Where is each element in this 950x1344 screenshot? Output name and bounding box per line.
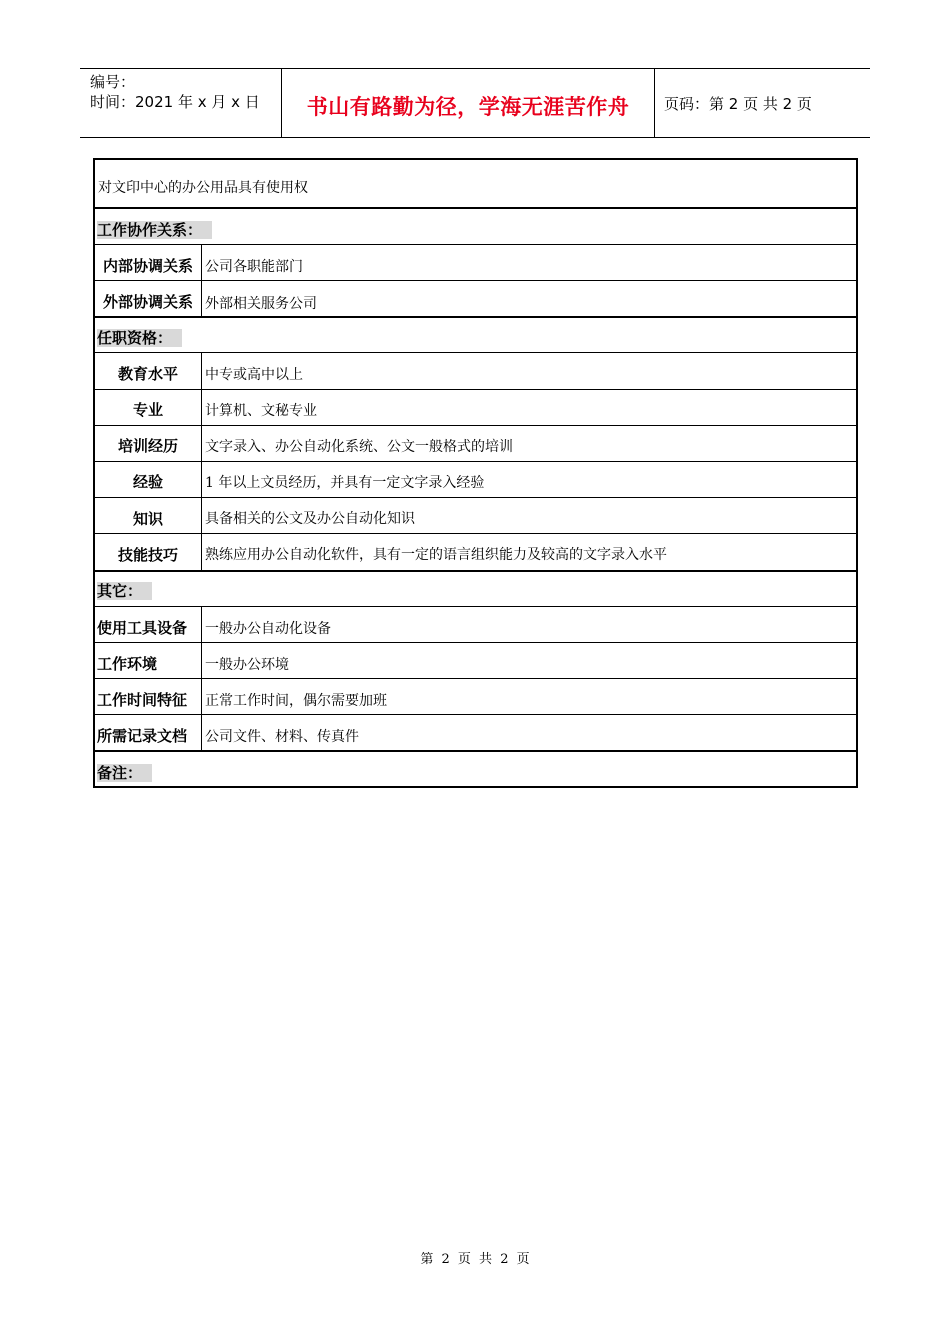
- section-title-qualification: 任职资格：: [97, 327, 182, 348]
- label-knowledge: 知识: [132, 510, 163, 528]
- row-divider: [95, 606, 856, 607]
- label-training: 培训经历: [117, 437, 178, 455]
- value-work-time: 正常工作时间，偶尔需要加班: [205, 693, 387, 709]
- value-environment: 一般办公环境: [205, 657, 289, 673]
- row-divider: [95, 642, 856, 643]
- header-meta: [90, 72, 260, 112]
- label-work-time: 工作时间特征: [97, 691, 188, 709]
- row-divider: [95, 316, 856, 318]
- section-title-other: 其它：: [97, 580, 152, 601]
- label-external-coordination: 外部协调关系: [102, 293, 193, 311]
- section-title-remarks: 备注：: [97, 762, 152, 783]
- row-divider: [95, 750, 856, 752]
- value-education: 中专或高中以上: [205, 367, 303, 383]
- time-label: 时间：2021 年 x 月 x 日: [90, 93, 260, 111]
- header-divider: [654, 69, 655, 137]
- label-environment: 工作环境: [97, 655, 158, 673]
- value-training: 文字录入、办公自动化系统、公文一般格式的培训: [205, 439, 513, 455]
- header-page-info: 页码：第 2 页 共 2 页: [664, 95, 812, 113]
- value-tools: 一般办公自动化设备: [205, 621, 331, 637]
- label-internal-coordination: 内部协调关系: [102, 257, 193, 275]
- row-divider: [95, 425, 856, 426]
- label-documents: 所需记录文档: [97, 727, 188, 745]
- label-tools: 使用工具设备: [97, 619, 188, 637]
- rights-text: 对文印中心的办公用品具有使用权: [98, 180, 308, 196]
- value-knowledge: 具备相关的公文及办公自动化知识: [205, 511, 415, 527]
- job-description-table: [93, 158, 858, 788]
- row-divider: [95, 461, 856, 462]
- code-label: 编号：: [90, 73, 136, 91]
- section-title-cooperation: 工作协作关系：: [97, 219, 212, 240]
- row-divider: [95, 389, 856, 390]
- row-divider: [95, 352, 856, 353]
- value-major: 计算机、文秘专业: [205, 403, 317, 419]
- row-divider: [95, 207, 856, 209]
- value-internal-coordination: 公司各职能部门: [205, 259, 303, 275]
- row-divider: [95, 280, 856, 281]
- row-divider: [95, 533, 856, 534]
- label-education: 教育水平: [117, 365, 178, 383]
- row-divider: [95, 678, 856, 679]
- label-skills: 技能技巧: [117, 546, 178, 564]
- page-footer: 第 2 页 共 2 页: [420, 1252, 530, 1267]
- value-documents: 公司文件、材料、传真件: [205, 729, 359, 745]
- label-major: 专业: [132, 401, 163, 419]
- header-motto: 书山有路勤为径，学海无涯苦作舟: [306, 95, 630, 119]
- label-experience: 经验: [132, 473, 163, 491]
- row-divider: [95, 497, 856, 498]
- value-experience: 1 年以上文员经历，并具有一定文字录入经验: [205, 475, 485, 491]
- value-external-coordination: 外部相关服务公司: [205, 296, 317, 312]
- row-divider: [95, 244, 856, 245]
- column-divider: [201, 607, 202, 751]
- row-divider: [95, 714, 856, 715]
- page-header: [80, 68, 870, 138]
- value-skills: 熟练应用办公自动化软件，具有一定的语言组织能力及较高的文字录入水平: [205, 547, 667, 563]
- row-divider: [95, 570, 856, 572]
